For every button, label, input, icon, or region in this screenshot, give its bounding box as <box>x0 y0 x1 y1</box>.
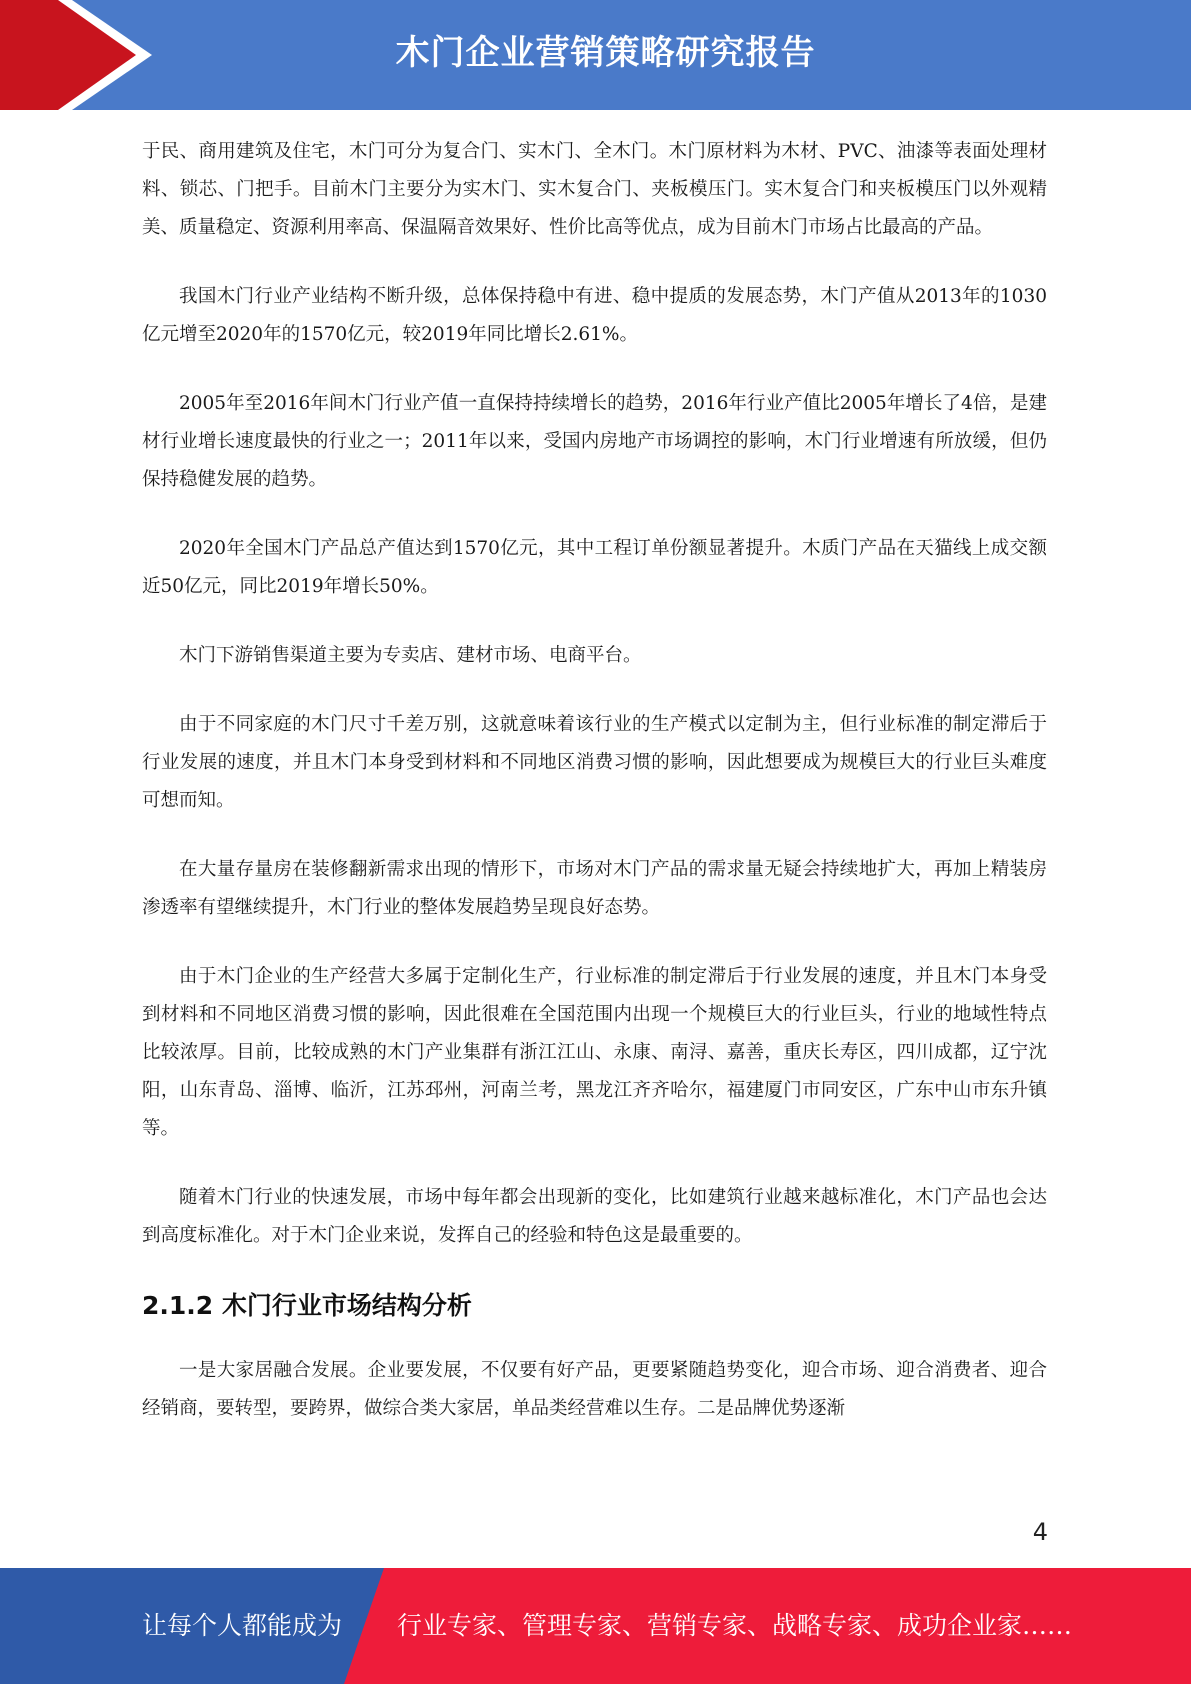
body-paragraph-3: 2005年至2016年间木门行业产值一直保持持续增长的趋势，2016年行业产值比2005年增长了4倍，是建材行业增长速度最快的行业之一；2011年以来，受国内房地产市场调控的影响，木门行业增速有所放缓，但仍保持稳健发展的趋势。 <box>142 393 1047 490</box>
body-paragraph-7: 在大量存量房在装修翻新需求出现的情形下，市场对木门产品的需求量无疑会持续地扩大，再加上精装房渗透率有望继续提升，木门行业的整体发展趋势呈现良好态势。 <box>142 859 1047 918</box>
section-paragraph: 一是大家居融合发展。企业要发展，不仅要有好产品，更要紧随趋势变化，迎合市场、迎合消费者、迎合经销商，要转型，要跨界，做综合类大家居，单品类经营难以生存。二是品牌优势逐渐 <box>142 1360 1047 1419</box>
page-header <box>0 0 1191 110</box>
section-heading: 2.1.2 木门行业市场结构分析 <box>142 1291 472 1320</box>
footer-slogan-left: 让每个人都能成为 <box>142 1611 343 1640</box>
body-paragraph-2: 我国木门行业产业结构不断升级，总体保持稳中有进、稳中提质的发展态势，木门产值从2013年的1030亿元增至2020年的1570亿元，较2019年同比增长2.61%。 <box>142 286 1047 345</box>
page-footer <box>0 1568 1191 1684</box>
body-paragraph-8: 由于木门企业的生产经营大多属于定制化生产，行业标准的制定滞后于行业发展的速度，并且木门本身受到材料和不同地区消费习惯的影响，因此很难在全国范围内出现一个规模巨大的行业巨头，行业的地域性特点比较浓厚。目前，比较成熟的木门产业集群有浙江江山、永康、南浔、嘉善，重庆长寿区，四川成都，辽宁沈阳，山东青岛、淄博、临沂，江苏邳州，河南兰考，黑龙江齐齐哈尔，福建厦门市同安区，广东中山市东升镇等。 <box>142 966 1047 1139</box>
document-body <box>142 133 1047 1459</box>
body-paragraph-1: 于民、商用建筑及住宅，木门可分为复合门、实木门、全木门。木门原材料为木材、PVC、油漆等表面处理材料、锁芯、门把手。目前木门主要分为实木门、实木复合门、夹板模压门。实木复合门和夹板模压门以外观精美、质量稳定、资源利用率高、保温隔音效果好、性价比高等优点，成为目前木门市场占比最高的产品。 <box>142 141 1047 238</box>
body-paragraph-9: 随着木门行业的快速发展，市场中每年都会出现新的变化，比如建筑行业越来越标准化，木门产品也会达到高度标准化。对于木门企业来说，发挥自己的经验和特色这是最重要的。 <box>142 1187 1047 1246</box>
body-paragraph-5: 木门下游销售渠道主要为专卖店、建材市场、电商平台。 <box>179 645 642 666</box>
page-number: 4 <box>1032 1518 1048 1546</box>
report-title: 木门企业营销策略研究报告 <box>395 33 816 73</box>
body-paragraph-4: 2020年全国木门产品总产值达到1570亿元，其中工程订单份额显著提升。木质门产品在天猫线上成交额近50亿元，同比2019年增长50%。 <box>142 538 1047 597</box>
body-paragraph-6: 由于不同家庭的木门尺寸千差万别，这就意味着该行业的生产模式以定制为主，但行业标准的制定滞后于行业发展的速度，并且木门本身受到材料和不同地区消费习惯的影响，因此想要成为规模巨大的行业巨头难度可想而知。 <box>142 714 1047 811</box>
footer-slogan-right: 行业专家、管理专家、营销专家、战略专家、成功企业家…… <box>397 1611 1073 1640</box>
